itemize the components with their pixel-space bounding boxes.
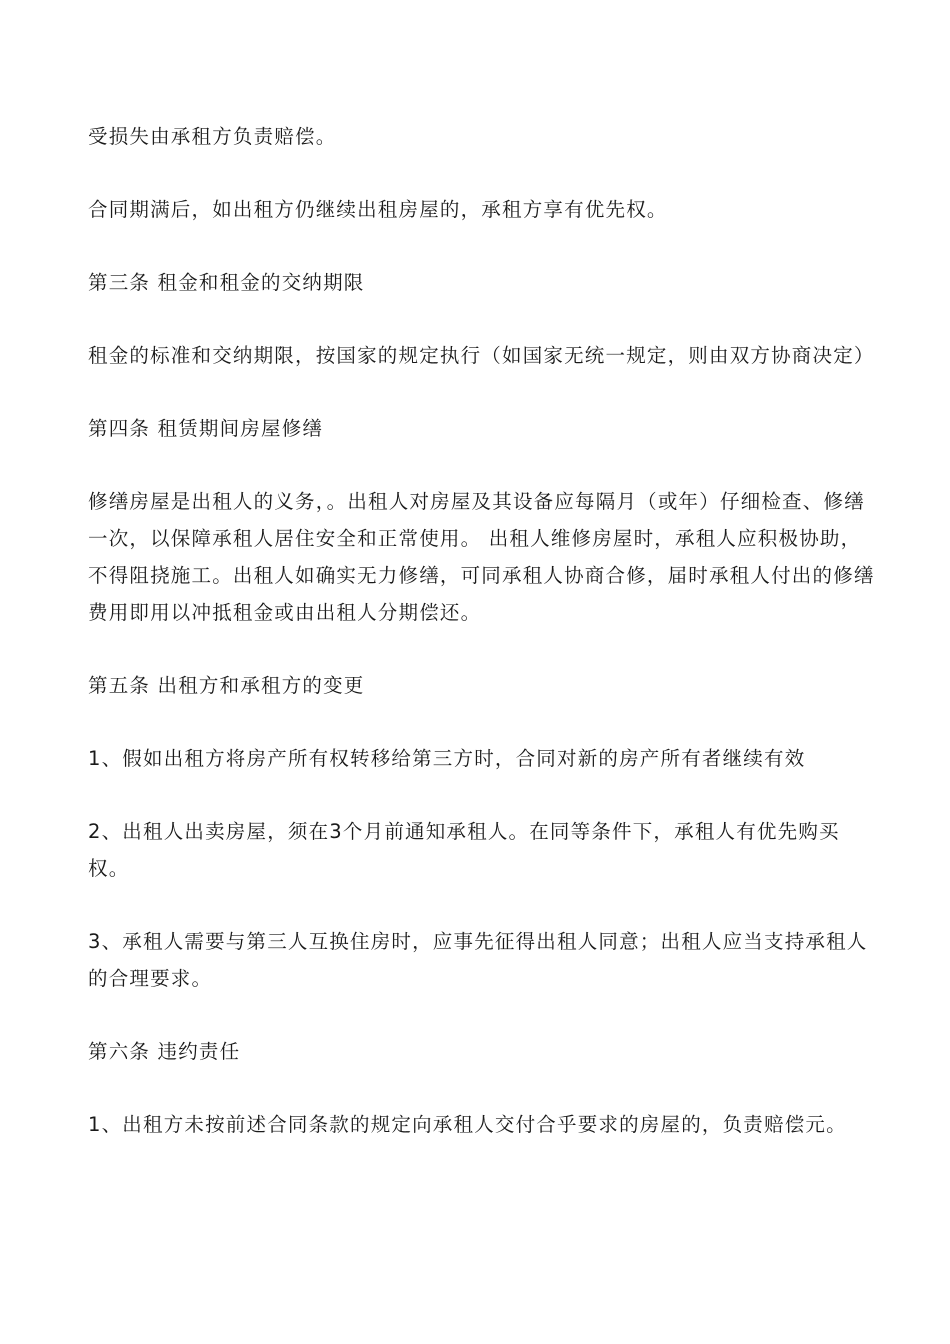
section-heading-article-3: 第三条 租金和租金的交纳期限	[88, 271, 365, 294]
section-heading-article-5: 第五条 出租方和承租方的变更	[88, 674, 365, 697]
list-item-sale-notice: 2、出租人出卖房屋，须在3个月前通知承租人。在同等条件下，承租人有优先购买权。	[88, 820, 840, 880]
section-heading-article-6: 第六条 违约责任	[88, 1040, 241, 1063]
document-body	[88, 118, 878, 1179]
paragraph-priority-right: 合同期满后，如出租方仍继续出租房屋的，承租方享有优先权。	[88, 198, 668, 221]
paragraph-compensation: 受损失由承租方负责赔偿。	[88, 125, 337, 148]
list-item-breach-compensation: 1、出租方未按前述合同条款的规定向承租人交付合乎要求的房屋的，负责赔偿元。	[88, 1113, 847, 1136]
list-item-ownership-transfer: 1、假如出租方将房产所有权转移给第三方时，合同对新的房产所有者继续有效	[88, 747, 806, 770]
list-item-housing-exchange: 3、承租人需要与第三人互换住房时，应事先征得出租人同意；出租人应当支持承租人的合理要求。	[88, 930, 868, 990]
paragraph-repair-obligation: 修缮房屋是出租人的义务，。出租人对房屋及其设备应每隔月（或年）仔细检查、修缮一次，以保障承租人居住安全和正常使用。 出租人维修房屋时，承租人应积极协助，不得阻挠施工。出租人如确实无力修缮，可同承租人协商合修，届时承租人付出的修缮费用即用以冲抵租金或由出租人分期偿还。	[88, 490, 875, 624]
section-heading-article-4: 第四条 租赁期间房屋修缮	[88, 417, 324, 440]
paragraph-rent-standard: 租金的标准和交纳期限，按国家的规定执行（如国家无统一规定，则由双方协商决定）	[88, 344, 875, 367]
